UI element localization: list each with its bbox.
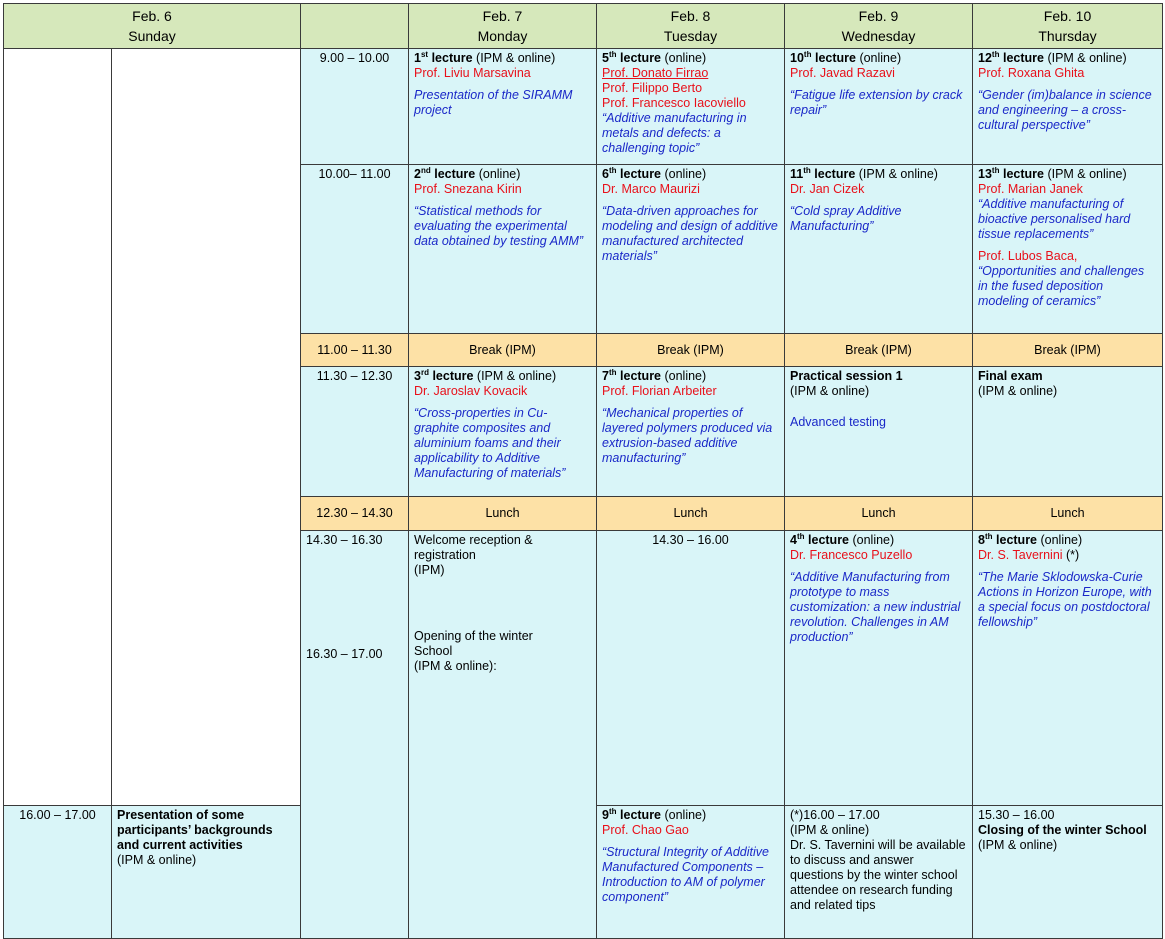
speaker: Dr. S. Tavernini bbox=[978, 548, 1063, 562]
session-topic: Advanced testing bbox=[790, 415, 886, 429]
lecture-title: “Opportunities and challenges in the fused deposition modeling of ceramics” bbox=[978, 264, 1145, 308]
tavernini-qa-cell: (*)16.00 – 17.00 (IPM & online) Dr. S. Tavernini will be available to discuss and answer questions by the winter school attendee on research funding and related tips bbox=[785, 806, 973, 939]
lecture-title: “The Marie Sklodowska-Curie Actions in Horizon Europe, with a special focus on postdoctoral fellowship” bbox=[978, 570, 1152, 629]
lecture-2-cell: 2nd lecture (online) Prof. Snezana Kirin “Statistical methods for evaluating the experimental data obtained by testing AMM” bbox=[409, 165, 597, 334]
time-cell: 11.30 – 12.30 bbox=[301, 367, 409, 497]
closing-cell: 15.30 – 16.00 Closing of the winter School (IPM & online) bbox=[973, 806, 1163, 939]
sunday-times-cell: 14.30 – 16.30 16.30 – 17.00 bbox=[301, 531, 409, 939]
lecture-8-cell: 8th lecture (online) Dr. S. Tavernini (*) “The Marie Sklodowska-Curie Actions in Horizon Europe, with a special focus on postdoctoral fellowship” bbox=[973, 531, 1163, 806]
lecture-title: “Additive manufacturing in metals and defects: a challenging topic” bbox=[602, 111, 747, 155]
lecture-3-cell: 3rd lecture (IPM & online) Dr. Jaroslav Kovacik “Cross-properties in Cu-graphite composites and aluminium foams and their applicability to Additive Manufacturing of materials” bbox=[409, 367, 597, 497]
time-cell: 11.00 – 11.30 bbox=[301, 334, 409, 367]
speaker: Prof. Marian Janek bbox=[978, 182, 1083, 196]
speaker: Prof. Javad Razavi bbox=[790, 66, 895, 80]
lecture-title: “Statistical methods for evaluating the experimental data obtained by testing AMM” bbox=[414, 204, 584, 248]
lecture-12-cell: 12th lecture (IPM & online) Prof. Roxana Ghita “Gender (im)balance in science and engineering – a cross-cultural perspective” bbox=[973, 49, 1163, 165]
break-cell: Break (IPM) bbox=[597, 334, 785, 367]
speaker: Dr. Jan Cizek bbox=[790, 182, 865, 196]
final-exam-cell: Final exam (IPM & online) bbox=[973, 367, 1163, 497]
break-cell: Break (IPM) bbox=[973, 334, 1163, 367]
speaker: Prof. Francesco Iacoviello bbox=[602, 96, 746, 110]
header-row bbox=[4, 4, 1163, 49]
lecture-title: “Additive Manufacturing from prototype to mass customization: a new industrial revolution. Challenges in AM production” bbox=[790, 570, 961, 644]
header-sunday: Feb. 6 Sunday bbox=[4, 4, 301, 49]
lecture-title: “Gender (im)balance in science and engineering – a cross-cultural perspective” bbox=[978, 88, 1152, 132]
lecture-1-cell: 1st lecture (IPM & online) Prof. Liviu Marsavina Presentation of the SIRAMM project bbox=[409, 49, 597, 165]
time-cell: 14.30 – 16.00 bbox=[597, 531, 785, 806]
speaker: Prof. Donato Firrao bbox=[602, 66, 709, 80]
lunch-cell: Lunch bbox=[785, 497, 973, 531]
speaker: Prof. Lubos Baca, bbox=[978, 249, 1078, 263]
schedule-table bbox=[3, 3, 1163, 939]
header-thursday: Feb. 10 Thursday bbox=[973, 4, 1163, 49]
break-cell: Break (IPM) bbox=[785, 334, 973, 367]
lecture-5-cell: 5th lecture (online) Prof. Donato Firrao Prof. Filippo Berto Prof. Francesco Iacoviello “Additive manufacturing in metals and defects: a challenging topic” bbox=[597, 49, 785, 165]
lecture-title: “Cold spray Additive Manufacturing” bbox=[790, 204, 902, 233]
lecture-10-cell: 10th lecture (online) Prof. Javad Razavi “Fatigue life extension by crack repair” bbox=[785, 49, 973, 165]
lecture-title: Presentation of the SIRAMM project bbox=[414, 88, 573, 117]
speaker: Dr. Jaroslav Kovacik bbox=[414, 384, 528, 398]
sunday-event-empty bbox=[112, 49, 301, 806]
speaker: Prof. Roxana Ghita bbox=[978, 66, 1085, 80]
speaker: Prof. Filippo Berto bbox=[602, 81, 703, 95]
sunday-time-empty bbox=[4, 49, 112, 806]
lecture-9-cell: 9th lecture (online) Prof. Chao Gao “Structural Integrity of Additive Manufactured Components – Introduction to AM of polymer component” bbox=[597, 806, 785, 939]
header-time bbox=[301, 4, 409, 49]
header-tuesday: Feb. 8 Tuesday bbox=[597, 4, 785, 49]
time-cell: 12.30 – 14.30 bbox=[301, 497, 409, 531]
break-cell: Break (IPM) bbox=[409, 334, 597, 367]
lecture-title: “Data-driven approaches for modeling and design of additive manufactured architected materials” bbox=[602, 204, 778, 263]
lecture-title: “Fatigue life extension by crack repair” bbox=[790, 88, 963, 117]
lunch-cell: Lunch bbox=[973, 497, 1163, 531]
lecture-title: “Structural Integrity of Additive Manufactured Components – Introduction to AM of polymer component” bbox=[602, 845, 769, 904]
time-cell: 16.00 – 17.00 bbox=[4, 806, 112, 939]
time-cell: 10.00– 11.00 bbox=[301, 165, 409, 334]
lecture-6-cell: 6th lecture (online) Dr. Marco Maurizi “Data-driven approaches for modeling and design of additive manufactured architected materials” bbox=[597, 165, 785, 334]
lecture-title: “Cross-properties in Cu-graphite composites and aluminium foams and their applicability to Additive Manufacturing of materials” bbox=[414, 406, 566, 480]
lecture-13-cell: 13th lecture (IPM & online) Prof. Marian Janek “Additive manufacturing of bioactive personalised hard tissue replacements” Prof. Lubos Baca, “Opportunities and challenges in the fused deposition modeling of ceramics” bbox=[973, 165, 1163, 334]
lecture-4-cell: 4th lecture (online) Dr. Francesco Puzello “Additive Manufacturing from prototype to mass customization: a new industrial revolution. Challenges in AM production” bbox=[785, 531, 973, 806]
header-wednesday: Feb. 9 Wednesday bbox=[785, 4, 973, 49]
lecture-title: “Additive manufacturing of bioactive personalised hard tissue replacements” bbox=[978, 197, 1131, 241]
speaker: Dr. Marco Maurizi bbox=[602, 182, 700, 196]
participants-presentation-cell: Presentation of some participants’ backgrounds and current activities (IPM & online) bbox=[112, 806, 301, 939]
sunday-events-cell: Welcome reception & registration (IPM) Opening of the winter School (IPM & online): bbox=[409, 531, 597, 939]
speaker: Dr. Francesco Puzello bbox=[790, 548, 913, 562]
lecture-7-cell: 7th lecture (online) Prof. Florian Arbeiter “Mechanical properties of layered polymers produced via extrusion-based additive manufacturing” bbox=[597, 367, 785, 497]
speaker: Prof. Florian Arbeiter bbox=[602, 384, 717, 398]
lecture-11-cell: 11th lecture (IPM & online) Dr. Jan Cizek “Cold spray Additive Manufacturing” bbox=[785, 165, 973, 334]
speaker: Prof. Liviu Marsavina bbox=[414, 66, 531, 80]
time-cell: 9.00 – 10.00 bbox=[301, 49, 409, 165]
practical-session-1-cell: Practical session 1 (IPM & online) Advanced testing bbox=[785, 367, 973, 497]
lecture-title: “Mechanical properties of layered polymers produced via extrusion-based additive manufacturing” bbox=[602, 406, 773, 465]
slot-row bbox=[4, 49, 1163, 165]
speaker: Prof. Snezana Kirin bbox=[414, 182, 522, 196]
lunch-cell: Lunch bbox=[597, 497, 785, 531]
speaker: Prof. Chao Gao bbox=[602, 823, 689, 837]
header-monday: Feb. 7 Monday bbox=[409, 4, 597, 49]
lunch-cell: Lunch bbox=[409, 497, 597, 531]
